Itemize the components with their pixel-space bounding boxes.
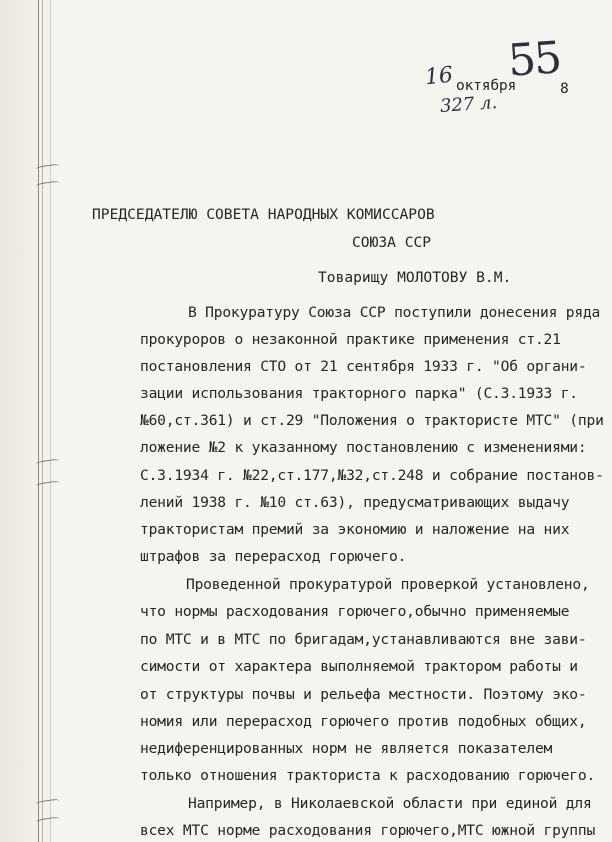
binding-line [50,0,51,842]
binding-line [38,0,39,842]
body-line: №60,ст.361) и ст.29 "Положения о трактористе МТС" (при [140,412,604,429]
body-line: что нормы расходования горючего,обычно применяемые [140,603,570,620]
body-line: только отношения тракториста к расходованию горючего. [140,767,596,784]
date-month: октября [456,77,517,94]
body-line: Проведенной прокуратурой проверкой установлено, [186,576,590,593]
addressee-title: ПРЕДСЕДАТЕЛЮ СОВЕТА НАРОДНЫХ КОМИССАРОВ [92,206,435,223]
handwritten-folio-number: 55 [506,32,562,87]
binding-margin [0,0,58,842]
body-line: В Прокуратуру Союза ССР поступили донесения ряда [188,304,601,321]
body-line: Например, в Николаевской области при единой для [188,795,592,812]
body-line: от структуры почвы и рельефа местности. Поэтому эко- [140,686,587,703]
body-line: зации использования тракторного парка" (С.З.1933 г. [140,385,578,402]
body-line: симости от характера выполняемой трактором работы и [140,658,578,675]
handwritten-day: 16 [423,62,455,91]
handwritten-sheet-count: 327 л. [439,92,498,117]
body-line: номия или перерасход горючего против подобных общих, [140,713,587,730]
body-line: постановления СТО от 21 сентября 1933 г. "Об органи- [140,358,587,375]
binding-line [42,0,43,842]
body-line: С.З.1934 г. №22,ст.177,№32,ст.248 и собрание постанов- [140,467,604,484]
body-line: лений 1938 г. №10 ст.63), предусматривающих выдачу [140,494,570,511]
body-line: всех МТС норме расходования горючего,МТС южной группы [140,822,596,839]
addressee-title-union: СОЮЗА ССР [352,234,432,251]
body-line: по МТС и в МТС по бригадам,устанавливаются вне зави- [140,631,587,648]
body-line: прокуроров о незаконной практике применения ст.21 [140,331,561,348]
body-line: ложение №2 к указанному постановлению с изменениями: [140,439,587,456]
body-line: штрафов за перерасход горючего. [140,548,407,565]
body-line: недиференцированных норм не является показателем [140,740,553,757]
body-line: трактористам премий за экономию и наложение на них [140,521,570,538]
page-number: 8 [560,80,569,97]
addressee-name: Товарищу МОЛОТОВУ В.М. [318,269,512,286]
